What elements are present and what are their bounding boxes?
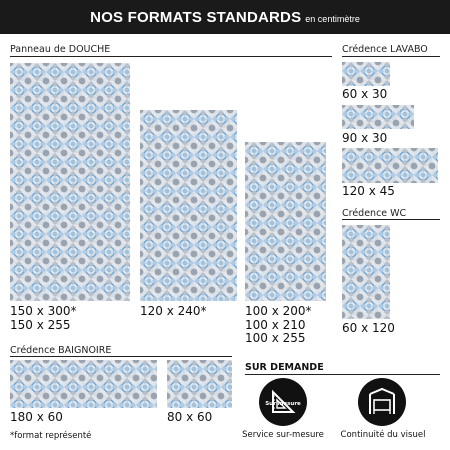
format-note: *format représenté [10,431,92,441]
page-title: NOS FORMATS STANDARDS [90,8,302,26]
section-title-demande: SUR DEMANDE [245,362,324,373]
section-divider [342,56,440,57]
size-label-douche-3: 100 x 200* 100 x 210 100 x 255 [245,304,312,345]
section-divider [342,219,440,220]
size-label-wc-1: 60 x 120 [342,321,395,335]
section-divider [245,374,440,375]
tile-douche-120x240 [140,110,237,301]
tile-lavabo-120x45 [342,148,438,183]
tile-lavabo-60x30 [342,62,390,86]
size-label-douche-2: 120 x 240* [140,304,207,318]
size-label-baignoire-1: 180 x 60 [10,410,63,424]
tile-douche-150x300 [10,63,130,301]
size-label-lavabo-2: 90 x 30 [342,131,388,145]
ruler-triangle-icon [259,378,307,426]
tile-douche-100x200 [245,142,326,301]
tile-baignoire-180x60 [10,360,157,408]
header-banner [0,0,450,34]
section-divider [10,356,232,357]
service-label-continuite: Continuité du visuel [340,430,426,440]
size-label-baignoire-2: 80 x 60 [167,410,213,424]
size-label-lavabo-1: 60 x 30 [342,87,388,101]
page-subtitle: en centimètre [305,13,360,24]
tile-baignoire-80x60 [167,360,232,408]
section-title-lavabo: Crédence LAVABO [342,44,428,55]
service-label-sur-mesure: Service sur-mesure [242,430,324,440]
tile-wc-60x120 [342,225,390,319]
section-divider [10,56,332,57]
section-title-wc: Crédence WC [342,208,407,219]
size-label-lavabo-3: 120 x 45 [342,184,395,198]
tile-lavabo-90x30 [342,105,414,129]
sur-mesure-badge: Sur mesure [265,401,301,407]
section-title-douche: Panneau de DOUCHE [10,44,111,55]
cabinet-panel-icon [358,378,406,426]
section-title-baignoire: Crédence BAIGNOIRE [10,345,112,356]
size-label-douche-1: 150 x 300* 150 x 255 [10,304,77,332]
